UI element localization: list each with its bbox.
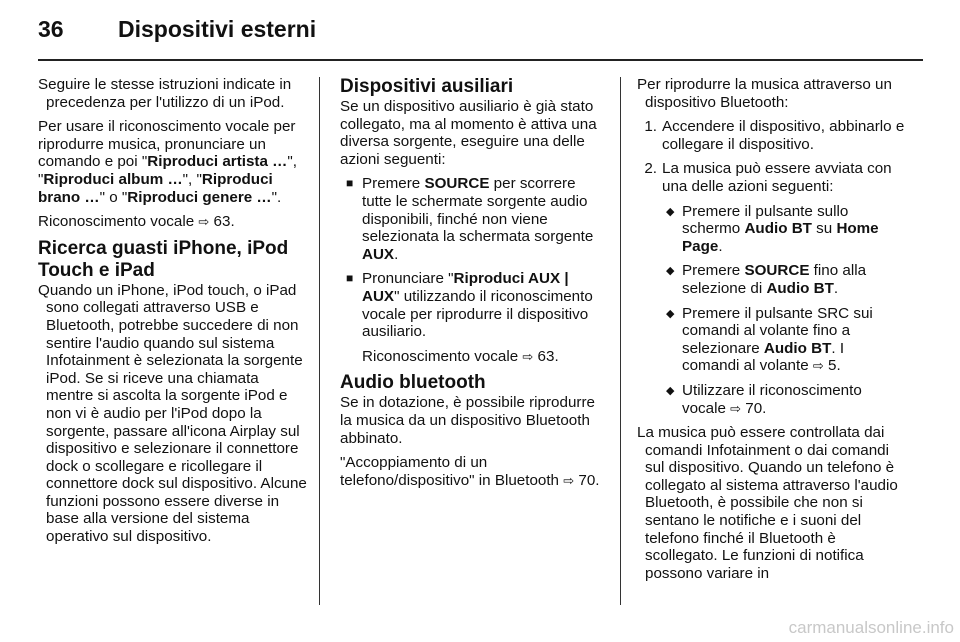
numbered-item: 1. Accendere il dispositivo, abbinarlo e collegare il dispositivo. <box>644 118 905 153</box>
reference-arrow-icon: ⇨ <box>563 472 575 488</box>
reference-arrow-icon: ⇨ <box>198 214 210 230</box>
column-2 <box>340 76 604 496</box>
key-label: Audio BT <box>744 220 812 238</box>
diamond-bullet-icon: ◆ <box>666 205 675 218</box>
header-rule <box>38 59 923 61</box>
voice-command: Riproduci genere … <box>127 188 272 206</box>
paragraph-bt-play: Per riprodurre la musica attraverso un dispositivo Bluetooth: <box>637 76 892 111</box>
sub-list-item: ◆ Premere il pulsante sullo schermo Audio BT su Home Page. <box>666 202 879 255</box>
numbered-item: 2. La musica può essere avviata con una delle azioni seguenti: <box>644 160 892 195</box>
key-label: SOURCE <box>744 262 810 280</box>
key-label: SOURCE <box>424 175 490 193</box>
page-title: Dispositivi esterni <box>118 16 317 42</box>
column-divider <box>620 77 621 605</box>
reference-arrow-icon: ⇨ <box>730 400 742 416</box>
cross-reference: "Accoppiamento di un telefono/dispositivo" in Bluetooth ⇨ 70. <box>340 454 600 489</box>
voice-command: Riproduci AUX | AUX <box>362 270 569 305</box>
key-label: Home Page <box>682 220 879 255</box>
voice-command: Riproduci brano … <box>38 170 273 206</box>
bullet-icon: ■ <box>346 176 354 191</box>
reference-arrow-icon: ⇨ <box>522 348 534 364</box>
column-divider <box>319 77 320 605</box>
diamond-bullet-icon: ◆ <box>666 265 675 278</box>
section-heading-troubleshooting: Ricerca guasti iPhone, iPod Touch e iPad <box>38 237 289 281</box>
section-heading-bluetooth: Audio bluetooth <box>340 372 486 394</box>
section-heading-aux: Dispositivi ausiliari <box>340 76 514 97</box>
paragraph-troubleshooting: Quando un iPhone, iPod touch, o iPad sono collegati attraverso USB e Bluetooth, potrebbe succedere di non sentire l'audio quando sul sistema Infotainment è selezionata la sorgente iPod. Se si riceve una chiamata mentre si ascolta la sorgente iPod e non vi è audio per l'iPod dopo la sorgente, passare all'icona Airplay sul dispositivo e selezionare il connettore dock o scollegare e ricollegare il connettore dock sul dispositivo. Alcune funzioni possono essere diverse in base alla versione del sistema operativo sul dispositivo. <box>38 281 307 546</box>
key-label: AUX <box>362 245 395 263</box>
paragraph-bt-controls: La musica può essere controllata dai comandi Infotainment o dai comandi sul dispositivo. Quando un telefono è collegato al sistema attraverso l'audio Bluetooth, è possibile che non si sentano le notifiche e i suoni del telefono finché il Bluetooth è scollegato. Le funzioni di notifica possono variare in <box>637 424 898 582</box>
list-item: ■ Pronunciare "Riproduci AUX | AUX" utilizzando il riconoscimento vocale per riprodurre il dispositivo ausiliario. Riconoscimento vocale ⇨ 63. <box>340 270 604 365</box>
key-label: Audio BT <box>763 339 832 357</box>
paragraph-ipod-instructions: Seguire le stesse istruzioni indicate in precedenza per l'utilizzo di un iPod. <box>38 76 292 111</box>
page-number: 36 <box>38 16 64 42</box>
list-item: ■ Premere SOURCE per scorrere tutte le schermate sorgente audio disponibili, finché non viene selezionata la schermata sorgente AUX. <box>346 175 594 263</box>
sub-list-item: ◆ Premere il pulsante SRC sui comandi al volante fino a selezionare Audio BT. I comandi al volante ⇨ 5. <box>666 304 873 375</box>
column-1 <box>38 76 308 553</box>
sub-list-item: ◆ Utilizzare il riconoscimento vocale ⇨ 70. <box>666 381 862 417</box>
reference-arrow-icon: ⇨ <box>812 358 824 374</box>
watermark: carmanualsonline.info <box>788 618 954 637</box>
paragraph-aux-intro: Se un dispositivo ausiliario è già stato collegato, ma al momento è attiva una diversa sorgente, eseguire una delle azioni seguenti: <box>340 98 597 168</box>
paragraph-bluetooth-intro: Se in dotazione, è possibile riprodurre la musica da un dispositivo Bluetooth abbinato. <box>340 394 595 447</box>
bullet-icon: ■ <box>346 271 354 286</box>
cross-reference: Riconoscimento vocale ⇨ 63. <box>362 347 559 365</box>
voice-command: Riproduci artista … <box>147 153 288 171</box>
sub-list-item: ◆ Premere SOURCE fino alla selezione di Audio BT. <box>666 262 867 297</box>
diamond-bullet-icon: ◆ <box>666 384 675 397</box>
key-label: Audio BT <box>766 279 834 297</box>
page-header <box>38 14 923 54</box>
paragraph-voice-commands: Per usare il riconoscimento vocale per riprodurre musica, pronunciare un comando e poi "Riproduci artista …", "Riproduci album …", "Riproduci brano …" o "Riproduci genere …". <box>38 118 297 206</box>
voice-command: Riproduci album … <box>43 170 183 188</box>
diamond-bullet-icon: ◆ <box>666 307 675 320</box>
cross-reference: Riconoscimento vocale ⇨ 63. <box>38 213 235 231</box>
column-3 <box>637 76 905 589</box>
